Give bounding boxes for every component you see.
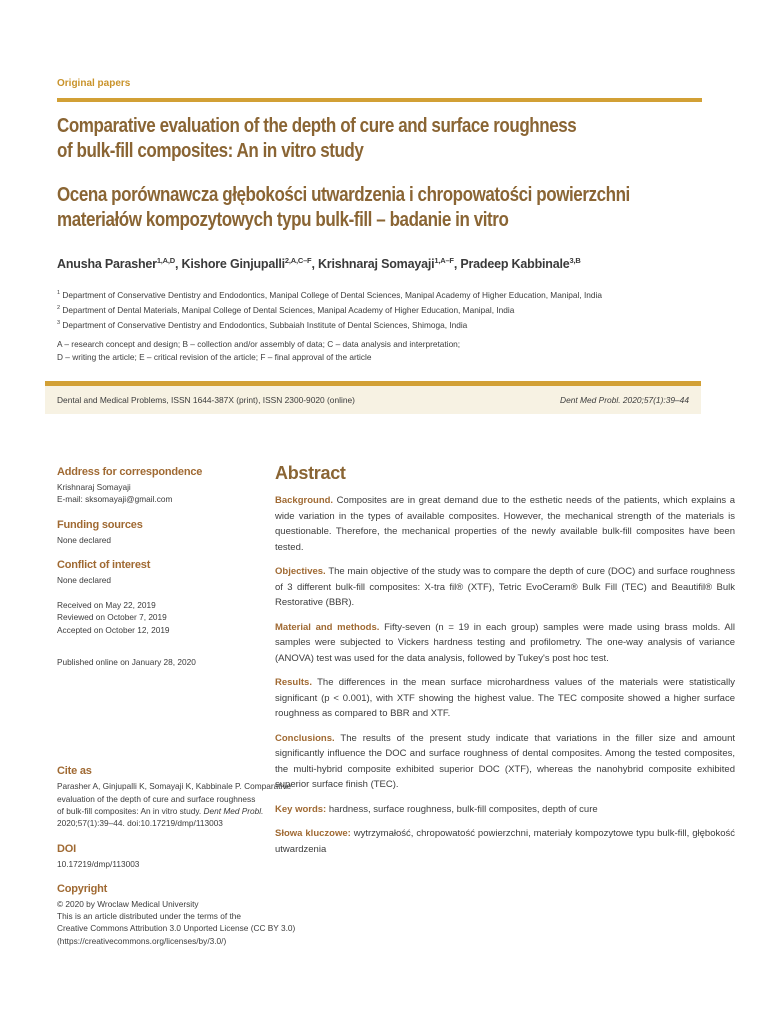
author-separator: , [311, 257, 318, 272]
objectives-label: Objectives. [275, 566, 326, 577]
copyright-line: This is an article distributed under the terms of the [57, 911, 242, 922]
results-text: The differences in the mean surface microhardness values of the materials were statistically significant (p < 0.001), with XTF showing the highest value. The TEC composite showed a higher surface roughness as compared to BBR and XTF. [275, 677, 736, 719]
title-pl-line2: materiałów kompozytowych typu bulk-fill – badanie in vitro [57, 209, 509, 231]
background-text: Composites are in great demand due to the esthetic needs of the patients, which explains a wide variation in the types of available composites. However, the mechanical strength of the materials is questionable. Therefore, the mechanical properties of the newly available bulk-fill composites have been tested. [275, 495, 736, 553]
conflict-heading: Conflict of interest [57, 558, 151, 571]
author-contribution-sup: 1,A,D [156, 256, 175, 265]
article-title-english [57, 114, 703, 164]
journal-info-bar [45, 381, 701, 414]
citation-line: evaluation of the depth of cure and surface roughness [57, 793, 256, 804]
affiliation-text: Department of Conservative Dentistry and Endodontics, Subbaiah Institute of Dental Sciences, Shimoga, India [60, 319, 468, 330]
conclusions-text: The results of the present study indicate that variations in the filler size and amount significantly influence the DOC and surface roughness of dental composites. Among the tested composites, the multi-hybrid composite exhibited superior DOC (XTF), whereas the nanohybrid composite exhibited superior surface finish (TEC). [275, 732, 735, 790]
doi-heading: DOI [57, 842, 76, 855]
citation-block [57, 780, 292, 829]
correspondence-email: E-mail: sksomayaji@gmail.com [57, 494, 173, 505]
accepted-date: Accepted on October 12, 2019 [57, 624, 170, 635]
methods-text: Fifty-seven (n = 19 in each group) samples were made using brass molds. All samples were subjected to Vickers hardness testing and profilometry. The one-way analysis of variance (ANOVA) test was used for the data analysis, followed by Tukey's post hoc test. [275, 621, 735, 664]
correspondence-name: Krishnaraj Somayaji [57, 482, 131, 492]
author-separator: , [453, 257, 461, 272]
copyright-line: © 2020 by Wroclaw Medical University [57, 898, 199, 909]
section-eyebrow: Original papers [57, 78, 131, 89]
affiliation-item [57, 317, 602, 332]
affiliation-list [57, 287, 602, 331]
keywords-pl-label: Słowa kluczowe: [275, 828, 351, 839]
gold-divider-rule [57, 98, 702, 102]
contribution-legend [57, 338, 460, 364]
abstract-heading: Abstract [275, 463, 346, 483]
author-name: Pradeep Kabbinale [460, 257, 570, 272]
journal-citation-short: Dent Med Probl. 2020;57(1):39–44 [560, 395, 689, 405]
correspondence-heading: Address for correspondence [57, 466, 203, 478]
abstract-results [275, 675, 735, 722]
affiliation-number: 3 [57, 319, 61, 326]
affiliation-number: 1 [57, 290, 61, 296]
author-separator: , [175, 257, 182, 272]
abstract-conclusions [275, 731, 735, 793]
author-contribution-sup: 1,A–F [434, 256, 454, 265]
citation-line: Parasher A, Ginjupalli K, Somayaji K, Kabbinale P. Comparative [57, 781, 292, 792]
abstract-column [275, 462, 735, 866]
author-contribution-sup: 3,B [569, 256, 581, 265]
license-url: (https://creativecommons.org/licenses/by/3.0/) [57, 935, 227, 946]
received-date: Received on May 22, 2019 [57, 600, 156, 611]
author-byline [57, 256, 581, 271]
keywords-pl-text: wytrzymałość, chropowatość powierzchni, materiały kompozytowe typu bulk-fill, głębokość utwardzenia [275, 828, 736, 855]
title-en-line2: of bulk-fill composites: An in vitro study [57, 140, 364, 162]
title-pl-line1: Ocena porównawcza głębokości utwardzenia i chropowatości powierzchni [57, 184, 630, 206]
review-dates [57, 599, 269, 636]
affiliation-text: Department of Dental Materials, Manipal College of Dental Sciences, Manipal Academy of Higher Education, Manipal, India [60, 304, 515, 315]
copyright-block [57, 898, 296, 947]
cite-as-heading: Cite as [57, 765, 92, 778]
methods-label: Material and methods. [275, 621, 380, 633]
abstract-background [275, 493, 735, 555]
abstract-methods [275, 620, 735, 667]
abstract-objectives [275, 564, 735, 611]
keywords-label: Key words: [275, 803, 327, 815]
contribution-line: A – research concept and design; B – collection and/or assembly of data; C – data analysis and interpretation; [57, 339, 461, 349]
author-name: Anusha Parasher [57, 257, 157, 272]
citation-journal-abbrev: Dent Med Probl. [203, 805, 264, 816]
affiliation-number: 2 [57, 304, 61, 311]
affiliation-text: Department of Conservative Dentistry and Endodontics, Manipal College of Dental Sciences, Manipal Academy of Higher Education, Manipal, India [60, 289, 602, 300]
keywords-pl [275, 826, 735, 857]
objectives-text: The main objective of the study was to compare the depth of cure (DOC) and surface roughness of 3 different bulk-fill composites: X-tra fil® (XTF), Tetric EvoCeram® Bulk Fill (TEC) and Beautifil® Bulk Restorative (BBR). [275, 566, 735, 608]
citation-line-text: of bulk-fill composites: An in vitro study. [57, 805, 204, 816]
copyright-line: Creative Commons Attribution 3.0 Unported License (CC BY 3.0) [57, 923, 296, 934]
doi-value: 10.17219/dmp/113003 [57, 858, 140, 869]
results-label: Results. [275, 677, 312, 688]
keywords-text: hardness, surface roughness, bulk-fill composites, depth of cure [328, 803, 598, 815]
contribution-line: D – writing the article; E – critical revision of the article; F – final approval of the article [57, 352, 372, 362]
reviewed-date: Reviewed on October 7, 2019 [57, 612, 167, 623]
citation-line: 2020;57(1):39–44. doi:10.17219/dmp/113003 [57, 818, 223, 829]
conflict-value: None declared [57, 574, 111, 585]
funding-value: None declared [57, 534, 111, 545]
affiliation-item [57, 302, 602, 317]
author-contribution-sup: 2,A,C–F [284, 256, 312, 265]
title-en-line1: Comparative evaluation of the depth of cure and surface roughness [57, 115, 577, 137]
funding-heading: Funding sources [57, 518, 143, 531]
journal-issn-text: Dental and Medical Problems, ISSN 1644-387X (print), ISSN 2300-9020 (online) [57, 395, 355, 405]
article-title-polish [57, 183, 703, 233]
author-name: Kishore Ginjupalli [181, 257, 285, 272]
keywords-en [275, 802, 735, 818]
author-name: Krishnaraj Somayaji [317, 257, 435, 272]
copyright-heading: Copyright [57, 882, 108, 895]
conclusions-label: Conclusions. [275, 732, 335, 744]
citation-line [57, 805, 269, 817]
affiliation-item [57, 287, 602, 302]
published-online-date: Published online on January 28, 2020 [57, 657, 196, 668]
background-label: Background. [275, 495, 334, 506]
